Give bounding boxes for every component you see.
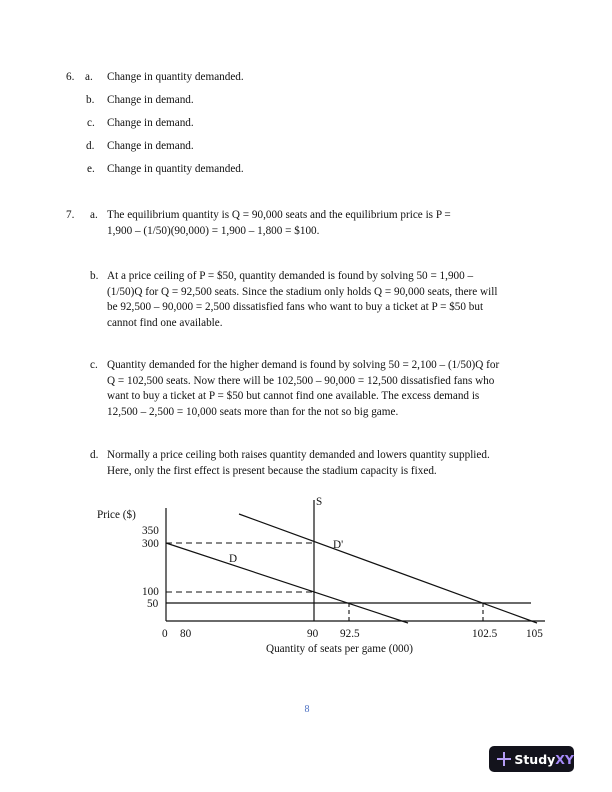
item-letter: a. [85, 71, 93, 83]
y-axis-label: Price ($) [97, 509, 136, 521]
item-letter: c. [87, 117, 95, 129]
text-line: Q = 102,500 seats. Now there will be 102,500 – 90,000 = 12,500 dissatisfied fans who [107, 374, 495, 387]
item-letter: b. [90, 270, 99, 282]
demand-d-label: D [229, 553, 238, 565]
question-number: 7. [66, 209, 75, 221]
x-tick-92-5: 92.5 [340, 628, 360, 640]
text-line: Here, only the first effect is present because the stadium capacity is fixed. [107, 464, 437, 477]
item-letter: c. [90, 359, 98, 371]
text-line: Quantity demanded for the higher demand is found by solving 50 = 2,100 – (1/50)Q for [107, 359, 500, 371]
plus-icon [497, 752, 508, 766]
x-tick-102-5: 102.5 [472, 628, 498, 640]
answer-text: Change in quantity demanded. [107, 71, 244, 83]
x-tick-0: 0 [162, 628, 168, 640]
text-line: At a price ceiling of P = $50, quantity demanded is found by solving 50 = 1,900 – [107, 270, 474, 282]
answer-text: Change in demand. [107, 94, 194, 106]
demand-d-prime-label: D' [333, 539, 344, 551]
y-tick-50: 50 [147, 598, 159, 610]
item-letter: a. [90, 209, 98, 221]
y-tick-350: 350 [142, 525, 159, 537]
item-letter: d. [86, 140, 95, 152]
text-line: cannot find one available. [107, 316, 223, 329]
supply-label: S [316, 496, 323, 508]
item-letter: b. [86, 94, 95, 106]
brand-study: Study [514, 751, 556, 767]
item-letter: e. [87, 163, 95, 175]
y-tick-300: 300 [142, 538, 159, 550]
x-tick-105: 105 [526, 628, 543, 640]
demand-curve-d-prime [239, 514, 537, 623]
demand-curve-d [166, 543, 408, 623]
answer-text: Change in demand. [107, 117, 194, 129]
question-number: 6. [66, 71, 75, 83]
x-axis-label: Quantity of seats per game (000) [266, 643, 413, 655]
x-tick-90: 90 [307, 628, 319, 640]
studyxy-badge[interactable] [489, 746, 574, 772]
text-line: (1/50)Q for Q = 92,500 seats. Since the stadium only holds Q = 90,000 seats, there will [107, 285, 498, 298]
brand-xy: XY [555, 751, 574, 767]
text-line: Normally a price ceiling both raises quantity demanded and lowers quantity supplied. [107, 449, 490, 461]
page-number: 8 [304, 704, 310, 715]
text-line: want to buy a ticket at P = $50 but cannot find one available. The excess demand is [107, 390, 480, 402]
x-tick-80: 80 [180, 628, 192, 640]
text-line: be 92,500 – 90,000 = 2,500 dissatisfied fans who want to buy a ticket at P = $50 but [107, 301, 484, 313]
y-tick-100: 100 [142, 586, 159, 598]
text-line: 1,900 – (1/50)(90,000) = 1,900 – 1,800 = $100. [107, 224, 320, 237]
answer-text: Change in demand. [107, 140, 194, 152]
text-line: 12,500 – 2,500 = 10,000 seats more than for the not so big game. [107, 405, 399, 418]
item-letter: d. [90, 449, 99, 461]
answer-text: Change in quantity demanded. [107, 163, 244, 175]
text-line: The equilibrium quantity is Q = 90,000 seats and the equilibrium price is P = [107, 209, 451, 221]
